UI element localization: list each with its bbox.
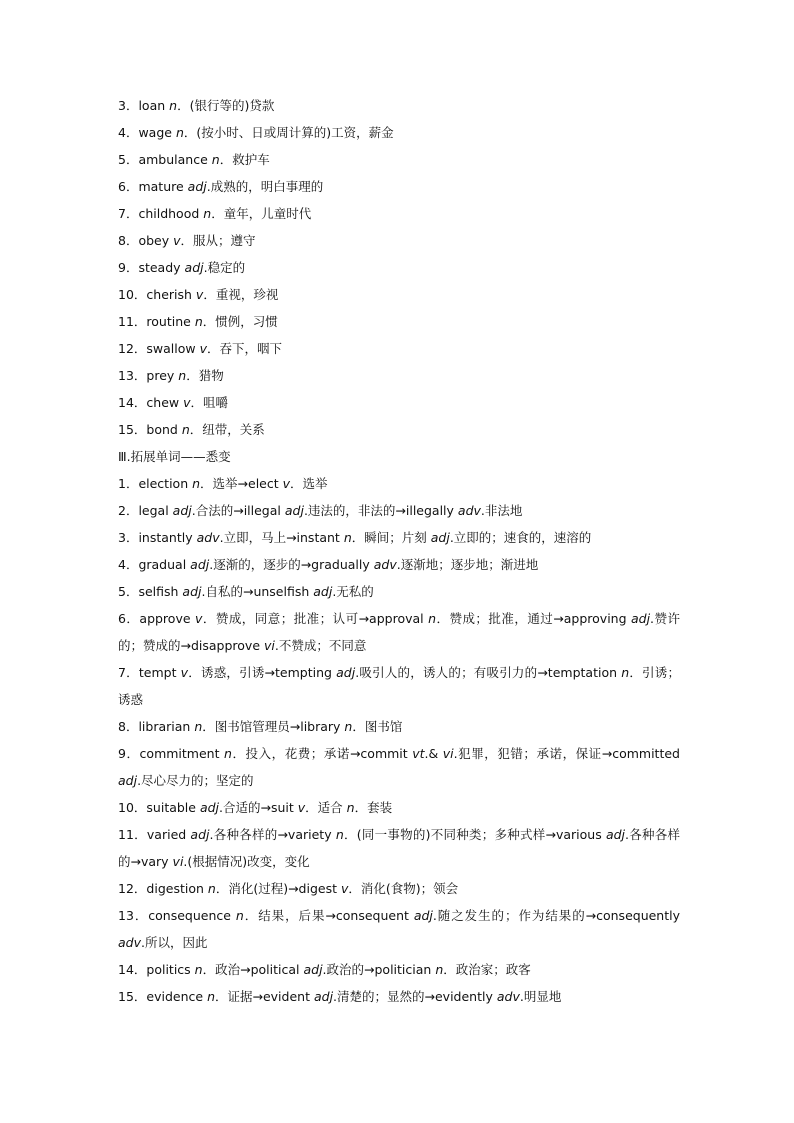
entry-number: 14． [118, 395, 147, 410]
vocab-entry [118, 281, 680, 308]
entry-text: .无私的 [332, 584, 374, 599]
entry-word: routine [146, 314, 195, 329]
entry-definition: ．吞下，咽下 [207, 341, 283, 356]
document-content [118, 92, 680, 1010]
part-of-speech: adj [190, 557, 210, 572]
part-of-speech: adj [430, 530, 450, 545]
part-of-speech: adj [303, 962, 323, 977]
entry-number: 7． [118, 206, 139, 221]
part-of-speech: n [621, 665, 630, 680]
entry-text: 3．instantly [118, 530, 197, 545]
part-of-speech: v [195, 287, 204, 302]
entry-text: 7．tempt [118, 665, 181, 680]
entry-text: .自私的→unselfish [201, 584, 314, 599]
vocab-entry [118, 92, 680, 119]
part-of-speech: n [346, 800, 355, 815]
part-of-speech: adv [373, 557, 397, 572]
section-heading: Ⅲ.拓展单词——悉变 [118, 449, 231, 464]
entry-number: 3． [118, 98, 139, 113]
entry-text: ．诱惑，引诱→tempting [188, 665, 337, 680]
part-of-speech: v [183, 395, 191, 410]
entry-word: chew [146, 395, 184, 410]
vocab-entry-extended [118, 902, 680, 956]
entry-word: prey [146, 368, 179, 383]
entry-word: mature [138, 179, 188, 194]
entry-definition: ．纽带，关系 [189, 422, 265, 437]
entry-text: ．赞成；批准，通过→approving [436, 611, 631, 626]
entry-text: .赞许的；赞成的→disapprove [118, 611, 680, 653]
part-of-speech: vt [412, 746, 425, 761]
part-of-speech: vi [264, 638, 275, 653]
entry-definition: ．重视，珍视 [203, 287, 279, 302]
entry-text: ．投入，花费；承诺→commit [231, 746, 413, 761]
vocab-entry [118, 416, 680, 443]
part-of-speech: n [344, 719, 353, 734]
part-of-speech: n [207, 989, 215, 1004]
entry-word: wage [138, 125, 176, 140]
entry-definition: ．惯例，习惯 [202, 314, 278, 329]
entry-text: .逐渐的，逐步的→gradually [209, 557, 374, 572]
vocab-entry-extended [118, 740, 680, 794]
entry-text: 12．digestion [118, 881, 208, 896]
entry-text: ．赞成，同意；批准；认可→approval [202, 611, 429, 626]
part-of-speech: adj [336, 665, 356, 680]
vocab-entry [118, 200, 680, 227]
entry-number: 13． [118, 368, 147, 383]
entry-definition: ．(银行等的)贷款 [177, 98, 275, 113]
entry-text: 15．evidence [118, 989, 208, 1004]
entry-text: 9．commitment [118, 746, 225, 761]
entry-text: ．引诱；诱惑 [118, 665, 680, 707]
part-of-speech: n [428, 611, 437, 626]
entry-text: 5．selfish [118, 584, 183, 599]
entry-word: bond [146, 422, 182, 437]
entry-text: ．(同一事物的)不同种类；多种式样→various [343, 827, 606, 842]
vocab-entry-extended [118, 794, 680, 821]
part-of-speech: adj [630, 611, 651, 626]
part-of-speech: n [211, 152, 220, 167]
part-of-speech: n [343, 530, 352, 545]
entry-number: 6． [118, 179, 139, 194]
entry-definition: ．救护车 [219, 152, 270, 167]
vocab-list-extended [118, 470, 680, 1010]
part-of-speech: adj [605, 827, 626, 842]
vocab-entry-extended [118, 956, 680, 983]
entry-word: ambulance [138, 152, 212, 167]
entry-number: 5． [118, 152, 139, 167]
entry-text: 11．varied [118, 827, 191, 842]
part-of-speech: n [169, 98, 178, 113]
part-of-speech: n [178, 368, 187, 383]
vocab-entry [118, 227, 680, 254]
vocab-entry [118, 362, 680, 389]
part-of-speech: adv [118, 935, 141, 950]
entry-definition: ．童年，儿童时代 [211, 206, 312, 221]
part-of-speech: v [297, 800, 306, 815]
vocab-entry-extended [118, 659, 680, 713]
part-of-speech: v [173, 233, 181, 248]
part-of-speech: adj [172, 503, 192, 518]
entry-definition: .稳定的 [203, 260, 246, 275]
vocab-entry-extended [118, 578, 680, 605]
vocab-entry-extended [118, 524, 680, 551]
entry-text: ．选举→elect [200, 476, 283, 491]
entry-text: ．政治→political [202, 962, 304, 977]
entry-text: .立即，马上→instant [219, 530, 344, 545]
entry-number: 8． [118, 233, 139, 248]
part-of-speech: n [175, 125, 184, 140]
part-of-speech: adj [187, 179, 207, 194]
vocab-entry-extended [118, 470, 680, 497]
vocab-entry-extended [118, 983, 680, 1010]
part-of-speech: n [181, 422, 190, 437]
entry-number: 12． [118, 341, 147, 356]
entry-text: 4．gradual [118, 557, 191, 572]
entry-text: 13．consequence [118, 908, 236, 923]
entry-text: 6．approve [118, 611, 195, 626]
entry-text: .所以，因此 [141, 935, 208, 950]
part-of-speech: v [340, 881, 349, 896]
part-of-speech: n [207, 881, 216, 896]
part-of-speech: v [180, 665, 189, 680]
part-of-speech: adj [313, 989, 334, 1004]
entry-text: 10．suitable [118, 800, 200, 815]
vocab-entry-extended [118, 875, 680, 902]
part-of-speech: adv [496, 989, 520, 1004]
vocab-list-basic [118, 92, 680, 443]
part-of-speech: n [192, 476, 201, 491]
entry-text: .各种各样的→vary [118, 827, 680, 869]
part-of-speech: adj [313, 584, 333, 599]
part-of-speech: n [194, 719, 203, 734]
entry-text: .犯罪，犯错；承诺，保证→committed [453, 746, 680, 761]
vocab-entry-extended [118, 821, 680, 875]
entry-text: ．图书馆管理员→library [202, 719, 345, 734]
entry-text: .违法的，非法的→illegally [303, 503, 458, 518]
entry-text: .清楚的；显然的→evidently [333, 989, 497, 1004]
entry-text: .随之发生的；作为结果的→consequently [432, 908, 680, 923]
part-of-speech: n [335, 827, 344, 842]
part-of-speech: vi [172, 854, 184, 869]
entry-text: .合法的→illegal [191, 503, 285, 518]
entry-definition: ．(按小时、日或周计算的)工资，薪金 [183, 125, 394, 140]
entry-text: .立即的；速食的，速溶的 [449, 530, 592, 545]
entry-definition: ．猎物 [186, 368, 224, 383]
entry-text: .非法地 [480, 503, 523, 518]
part-of-speech: n [224, 746, 232, 761]
entry-text: ．套装 [354, 800, 393, 815]
part-of-speech: vi [442, 746, 454, 761]
part-of-speech: n [194, 962, 203, 977]
entry-text: .吸引人的，诱人的；有吸引力的→temptation [355, 665, 622, 680]
vocab-entry [118, 146, 680, 173]
entry-number: 15． [118, 422, 147, 437]
part-of-speech: v [282, 476, 291, 491]
entry-text: .合适的→suit [219, 800, 298, 815]
vocab-entry [118, 254, 680, 281]
part-of-speech: adj [118, 773, 138, 788]
entry-word: swallow [146, 341, 200, 356]
vocab-entry-extended [118, 551, 680, 578]
entry-word: cherish [146, 287, 196, 302]
part-of-speech: v [194, 611, 203, 626]
part-of-speech: v [199, 341, 207, 356]
part-of-speech: n [435, 962, 444, 977]
entry-text: .尽心尽力的；坚定的 [137, 773, 254, 788]
part-of-speech: n [194, 314, 203, 329]
vocab-entry-extended [118, 497, 680, 524]
entry-text: ．消化(食物)；领会 [348, 881, 459, 896]
vocab-entry [118, 335, 680, 362]
entry-text: ．消化(过程)→digest [215, 881, 341, 896]
entry-text: .政治的→politician [322, 962, 436, 977]
entry-number: 11． [118, 314, 147, 329]
entry-text: 14．politics [118, 962, 195, 977]
entry-text: ．瞬间；片刻 [351, 530, 431, 545]
part-of-speech: adv [457, 503, 481, 518]
vocab-entry [118, 173, 680, 200]
entry-word: obey [138, 233, 174, 248]
entry-text: .各种各样的→variety [209, 827, 336, 842]
entry-word: childhood [138, 206, 204, 221]
part-of-speech: n [235, 908, 244, 923]
vocab-entry [118, 119, 680, 146]
entry-text: ．证据→evident [215, 989, 314, 1004]
part-of-speech: adj [284, 503, 304, 518]
vocab-entry [118, 389, 680, 416]
part-of-speech: adj [184, 260, 204, 275]
entry-definition: ．咀嚼 [190, 395, 229, 410]
entry-text: 8．librarian [118, 719, 195, 734]
vocab-entry-extended [118, 605, 680, 659]
entry-text: ．图书馆 [352, 719, 403, 734]
part-of-speech: adj [190, 827, 210, 842]
entry-text: 1．election [118, 476, 193, 491]
entry-number: 4． [118, 125, 139, 140]
part-of-speech: n [203, 206, 212, 221]
entry-text: .逐渐地；逐步地；渐进地 [396, 557, 539, 572]
entry-number: 10． [118, 287, 147, 302]
entry-word: steady [138, 260, 185, 275]
entry-text: 2．legal [118, 503, 173, 518]
entry-text: .& [424, 746, 443, 761]
vocab-entry-extended [118, 713, 680, 740]
entry-text: .不赞成；不同意 [274, 638, 367, 653]
entry-text: .明显地 [519, 989, 562, 1004]
part-of-speech: adj [182, 584, 202, 599]
entry-text: ．政治家；政客 [443, 962, 531, 977]
part-of-speech: adv [196, 530, 220, 545]
vocab-entry [118, 308, 680, 335]
entry-text: ．结果，后果→consequent [243, 908, 414, 923]
entry-word: loan [138, 98, 170, 113]
entry-definition: .成熟的，明白事理的 [206, 179, 324, 194]
entry-text: ．选举 [290, 476, 328, 491]
entry-number: 9． [118, 260, 139, 275]
entry-text: ．适合 [305, 800, 347, 815]
part-of-speech: adj [413, 908, 433, 923]
entry-text: .(根据情况)改变，变化 [183, 854, 310, 869]
part-of-speech: adj [199, 800, 220, 815]
entry-definition: ．服从；遵守 [180, 233, 256, 248]
